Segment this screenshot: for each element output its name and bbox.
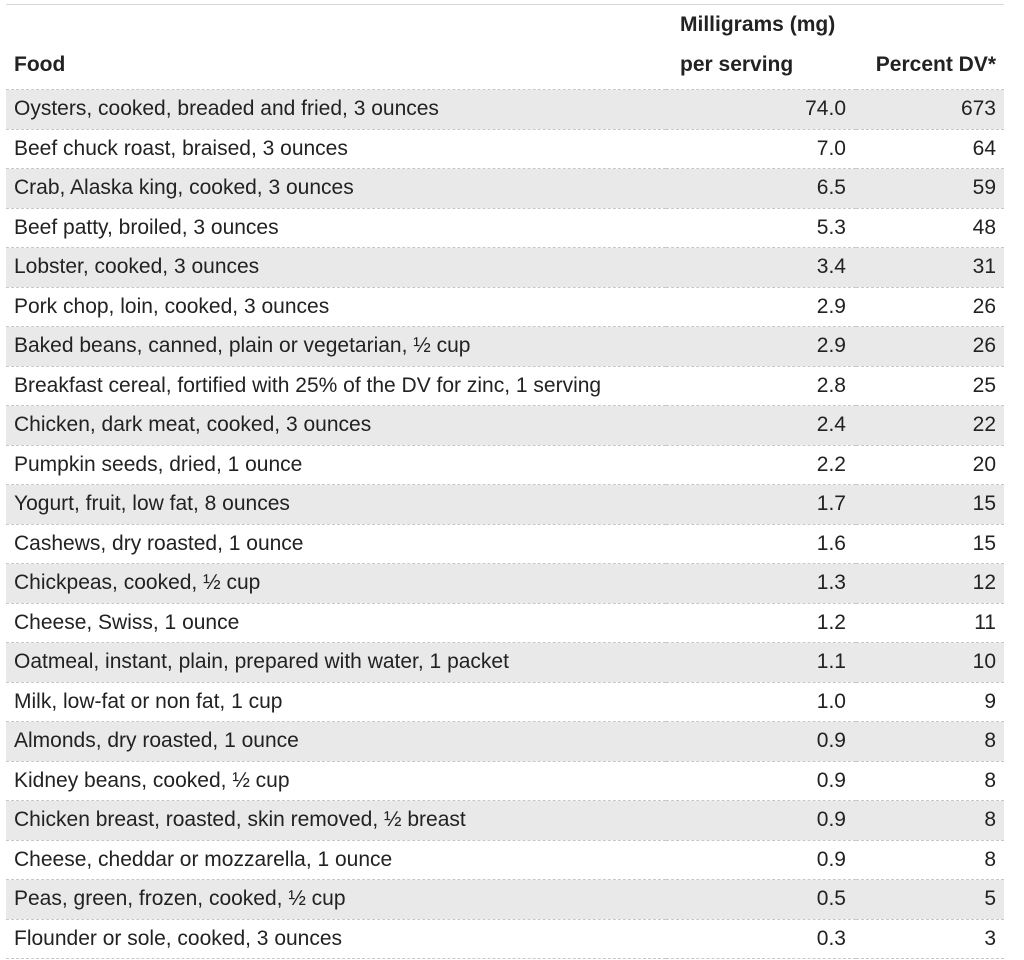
table-row — [6, 485, 1004, 525]
food-cell: Cheese, cheddar or mozzarella, 1 ounce — [6, 840, 666, 880]
food-cell: Cashews, dry roasted, 1 ounce — [6, 524, 666, 564]
food-cell: Kidney beans, cooked, ½ cup — [6, 761, 666, 801]
food-cell: Flounder or sole, cooked, 3 ounces — [6, 919, 666, 959]
table-row — [6, 919, 1004, 959]
table-row — [6, 603, 1004, 643]
table-row — [6, 287, 1004, 327]
percent-dv-cell: 20 — [856, 445, 1004, 485]
milligrams-cell: 1.0 — [666, 682, 856, 722]
table-row — [6, 524, 1004, 564]
zinc-food-sources-table — [6, 5, 1004, 959]
milligrams-cell: 1.6 — [666, 524, 856, 564]
percent-dv-cell: 9 — [856, 682, 1004, 722]
table-row — [6, 169, 1004, 209]
milligrams-cell: 2.2 — [666, 445, 856, 485]
percent-dv-cell: 22 — [856, 406, 1004, 446]
food-cell: Almonds, dry roasted, 1 ounce — [6, 722, 666, 762]
milligrams-cell: 2.4 — [666, 406, 856, 446]
milligrams-cell: 1.3 — [666, 564, 856, 604]
table-row — [6, 564, 1004, 604]
table-row — [6, 248, 1004, 288]
milligrams-cell: 5.3 — [666, 208, 856, 248]
food-cell: Peas, green, frozen, cooked, ½ cup — [6, 880, 666, 920]
food-cell: Chicken breast, roasted, skin removed, ½ breast — [6, 801, 666, 841]
percent-dv-cell: 26 — [856, 327, 1004, 367]
food-cell: Pork chop, loin, cooked, 3 ounces — [6, 287, 666, 327]
percent-dv-cell: 15 — [856, 485, 1004, 525]
milligrams-cell: 1.7 — [666, 485, 856, 525]
percent-dv-cell: 8 — [856, 840, 1004, 880]
table-row — [6, 801, 1004, 841]
milligrams-cell: 0.9 — [666, 761, 856, 801]
header-percent-dv: Percent DV* — [856, 5, 1004, 90]
milligrams-cell: 1.2 — [666, 603, 856, 643]
milligrams-cell: 0.9 — [666, 722, 856, 762]
percent-dv-cell: 25 — [856, 366, 1004, 406]
table-row — [6, 366, 1004, 406]
table-row — [6, 643, 1004, 683]
percent-dv-cell: 8 — [856, 801, 1004, 841]
food-cell: Breakfast cereal, fortified with 25% of the DV for zinc, 1 serving — [6, 366, 666, 406]
table-row — [6, 406, 1004, 446]
food-cell: Crab, Alaska king, cooked, 3 ounces — [6, 169, 666, 209]
percent-dv-cell: 10 — [856, 643, 1004, 683]
table-body — [6, 90, 1004, 959]
milligrams-cell: 2.9 — [666, 327, 856, 367]
table-row — [6, 880, 1004, 920]
percent-dv-cell: 31 — [856, 248, 1004, 288]
percent-dv-cell: 12 — [856, 564, 1004, 604]
milligrams-cell: 74.0 — [666, 90, 856, 130]
milligrams-cell: 0.5 — [666, 880, 856, 920]
table-row — [6, 682, 1004, 722]
food-cell: Oysters, cooked, breaded and fried, 3 ounces — [6, 90, 666, 130]
percent-dv-cell: 15 — [856, 524, 1004, 564]
percent-dv-cell: 8 — [856, 761, 1004, 801]
percent-dv-cell: 59 — [856, 169, 1004, 209]
percent-dv-cell: 11 — [856, 603, 1004, 643]
header-milligrams — [666, 5, 856, 90]
food-cell: Chicken, dark meat, cooked, 3 ounces — [6, 406, 666, 446]
percent-dv-cell: 26 — [856, 287, 1004, 327]
table-row — [6, 129, 1004, 169]
milligrams-cell: 2.9 — [666, 287, 856, 327]
food-cell: Yogurt, fruit, low fat, 8 ounces — [6, 485, 666, 525]
percent-dv-cell: 5 — [856, 880, 1004, 920]
table-row — [6, 90, 1004, 130]
milligrams-cell: 0.9 — [666, 840, 856, 880]
food-cell: Pumpkin seeds, dried, 1 ounce — [6, 445, 666, 485]
food-cell: Lobster, cooked, 3 ounces — [6, 248, 666, 288]
header-row — [6, 5, 1004, 90]
milligrams-cell: 3.4 — [666, 248, 856, 288]
milligrams-cell: 2.8 — [666, 366, 856, 406]
food-cell: Oatmeal, instant, plain, prepared with water, 1 packet — [6, 643, 666, 683]
table-row — [6, 761, 1004, 801]
food-cell: Cheese, Swiss, 1 ounce — [6, 603, 666, 643]
table-row — [6, 840, 1004, 880]
header-milligrams-line2: per serving — [680, 53, 794, 76]
table-row — [6, 445, 1004, 485]
food-cell: Beef patty, broiled, 3 ounces — [6, 208, 666, 248]
header-milligrams-line1: Milligrams (mg) — [680, 13, 836, 36]
food-cell: Baked beans, canned, plain or vegetarian, ½ cup — [6, 327, 666, 367]
table-row — [6, 208, 1004, 248]
milligrams-cell: 0.3 — [666, 919, 856, 959]
percent-dv-cell: 673 — [856, 90, 1004, 130]
percent-dv-cell: 48 — [856, 208, 1004, 248]
percent-dv-cell: 3 — [856, 919, 1004, 959]
percent-dv-cell: 8 — [856, 722, 1004, 762]
table-header — [6, 5, 1004, 90]
header-food: Food — [6, 5, 666, 90]
milligrams-cell: 1.1 — [666, 643, 856, 683]
milligrams-cell: 0.9 — [666, 801, 856, 841]
percent-dv-cell: 64 — [856, 129, 1004, 169]
table-row — [6, 722, 1004, 762]
food-cell: Milk, low-fat or non fat, 1 cup — [6, 682, 666, 722]
food-cell: Beef chuck roast, braised, 3 ounces — [6, 129, 666, 169]
milligrams-cell: 7.0 — [666, 129, 856, 169]
milligrams-cell: 6.5 — [666, 169, 856, 209]
food-cell: Chickpeas, cooked, ½ cup — [6, 564, 666, 604]
table-row — [6, 327, 1004, 367]
